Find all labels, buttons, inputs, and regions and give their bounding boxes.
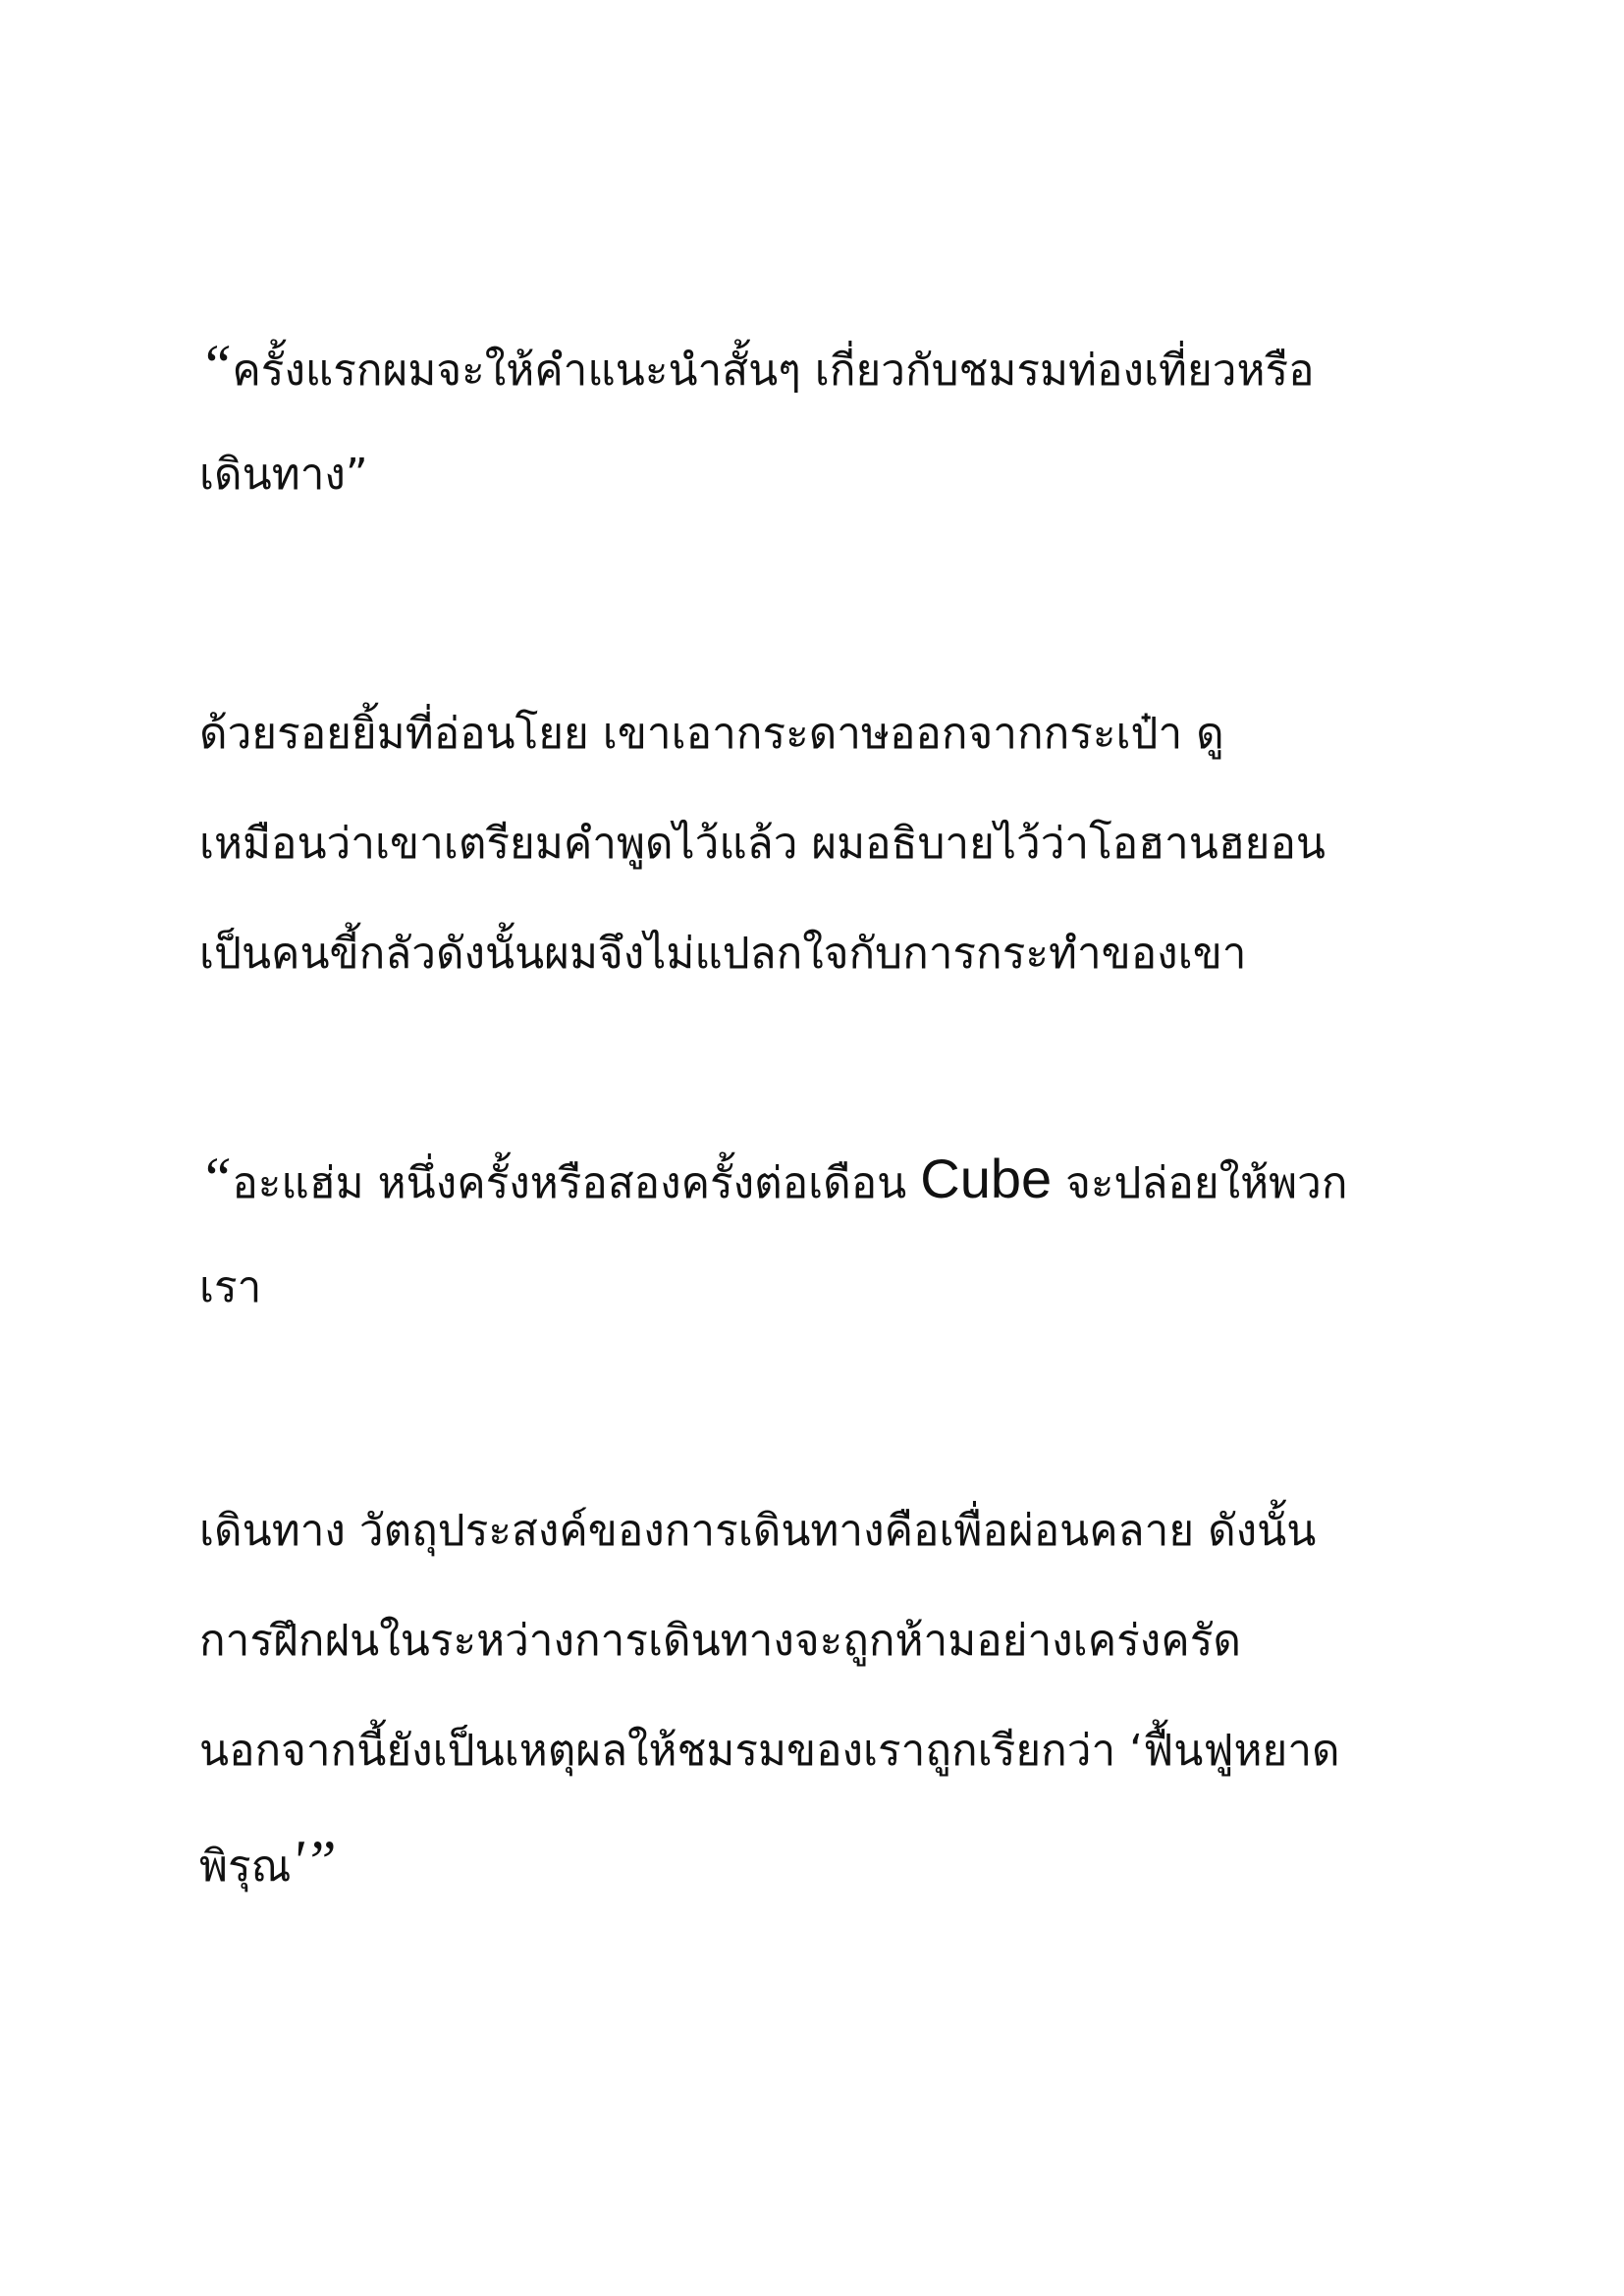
line-text: พิรุณ [199, 1842, 292, 1892]
line-text: ครั้งแรกผมจะให้คำแนะนำสั้นๆ เกี่ยวกับชมรมท่องเที่ยวหรือ [232, 346, 1315, 396]
cube-word: Cube [920, 1148, 1053, 1209]
line-text: จะปล่อยให้พวก [1052, 1158, 1348, 1208]
text-line: นอกจากนี้ยังเป็นเหตุผลให้ชมรมของเราถูกเรียกว่า ‘ฟื้นฟูหยาด [199, 1726, 1340, 1776]
opening-quote: “ [199, 1146, 233, 1210]
closing-quote: '” [291, 1829, 337, 1894]
text-line: เรา [199, 1262, 262, 1312]
text-line: เหมือนว่าเขาเตรียมคำพูดไว้แล้ว ผมอธิบายไว้ว่าโอฮานฮยอน [199, 819, 1326, 869]
opening-quote: “ [199, 333, 233, 398]
text-line: การฝึกฝนในระหว่างการเดินทางจะถูกห้ามอย่างเคร่งครัด [199, 1616, 1241, 1666]
paragraph-2 [199, 679, 1436, 1009]
text-line [199, 1123, 1436, 1233]
text-line: เป็นคนขี้กลัวดังนั้นผมจึงไม่แปลกใจกับการกระทำของเขา [199, 929, 1247, 979]
text-line [199, 310, 1436, 420]
paragraph-4 [199, 1476, 1436, 1916]
paragraph-3 [199, 1123, 1436, 1343]
text-line: เดินทาง วัตถุประสงค์ของการเดินทางคือเพื่อผ่อนคลาย ดังนั้น [199, 1506, 1317, 1556]
text-line [199, 1806, 1436, 1916]
paragraph-1 [199, 310, 1436, 530]
line-text: อะแฮ่ม หนึ่งครั้งหรือสองครั้งต่อเดือน [232, 1158, 921, 1208]
text-line: เดินทาง” [199, 450, 368, 500]
text-line: ด้วยรอยยิ้มที่อ่อนโยย เขาเอากระดาษออกจากกระเป๋า ดู [199, 709, 1224, 759]
